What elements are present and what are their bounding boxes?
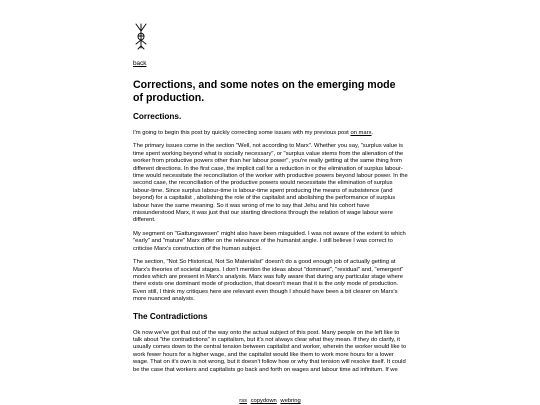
p3-text-a: The section, "Not So Historical, Not So Materialist" doesn't do a good enough job of actually getting at Marx's theories of societal stages. I don't mention the ideas about "dominant", "residual" and, "emergent" modes which are present in Marx's analysis. Marx was fully aware that during any particular stage where there exists one dominant mode of production, that doesn't mean that it is the <box>133 259 404 288</box>
paragraph-contradictions: Ok now we've got that out of the way onto the actual subject of this post. Many people on the left like to talk about "the contradictions" in capitalism, but it's not always clear what they mean. If they do clarify, it usually comes down to the central tension between capitalist and worker, wherein the worker would like to work fewer hours for a higher wage, and the capitalist would like them to work more hours for a lower wage. That on it's own is not wrong, but it doesn't follow how or why that tension will resolve itself. It could be the case that workers and capitalists go back and forth on wages and labour time ad infinitum. If we <box>133 329 407 373</box>
page-content <box>133 22 408 380</box>
intro-paragraph <box>133 130 408 137</box>
paragraph-gattungswesen: My segment on "Gattungswesen" might also have been misguided. I was not aware of the extent to which "early" and "mature" Marx differ on the relevance of the humanist angle. I still believe I was correct to criticise Marx's construction of the human subject. <box>133 230 406 252</box>
intro-text: I'm going to begin this post by quickly correcting some issues with my previous post <box>133 130 351 136</box>
copydown-link[interactable]: copydown <box>250 398 277 404</box>
section-heading-contradictions: The Contradictions <box>133 311 208 321</box>
back-link[interactable]: back <box>133 60 147 67</box>
stick-figure-sigil-icon <box>133 22 149 52</box>
rss-link[interactable]: rss <box>239 398 248 404</box>
webring-link[interactable]: webring <box>280 398 301 404</box>
previous-post-link[interactable]: on marx <box>350 130 372 136</box>
section-heading-corrections: Corrections. <box>133 112 182 121</box>
footer-links <box>0 397 540 405</box>
intro-period: . <box>371 130 374 136</box>
paragraph-primary-issues: The primary issues come in the section "Well, not according to Marx". Whether you say, "surplus value is time spent working beyond what is socially necessary", or "surplus value stems from the alienation of the worker from productive powers other than her labour power", you're really getting at the same thing from different directions. In the first case, the implicit call for a reduction in or the elimination of surplus labour-time would necessitate the reconciliation of the worker with productive powers beyond labour power. In the second case, the reconciliation of the productive powers would necessitate the elimination of surplus labour-time. Since surplus labour-time is labour-time spent producing the means of subsistence (and beyond) for a capitalist , abolishing the role of the capitalist and abolishing the performance of surplus labour have the same meaning. So it was wrong of me to say that Jehu and his cohort have missunderstood Marx, it was just that our starting directions through the relation of wage labour were different. <box>133 143 408 224</box>
post-title: Corrections, and some notes on the emerging mode of production. <box>133 79 396 104</box>
p3-text-b: mode of production. Even still, I think my critiques here are relevant even though I should have been a bit clearer on Marx's more nuanced analysis. <box>133 281 399 303</box>
paragraph-historical-materialist <box>133 259 408 303</box>
emphasis-only: only <box>334 281 345 288</box>
